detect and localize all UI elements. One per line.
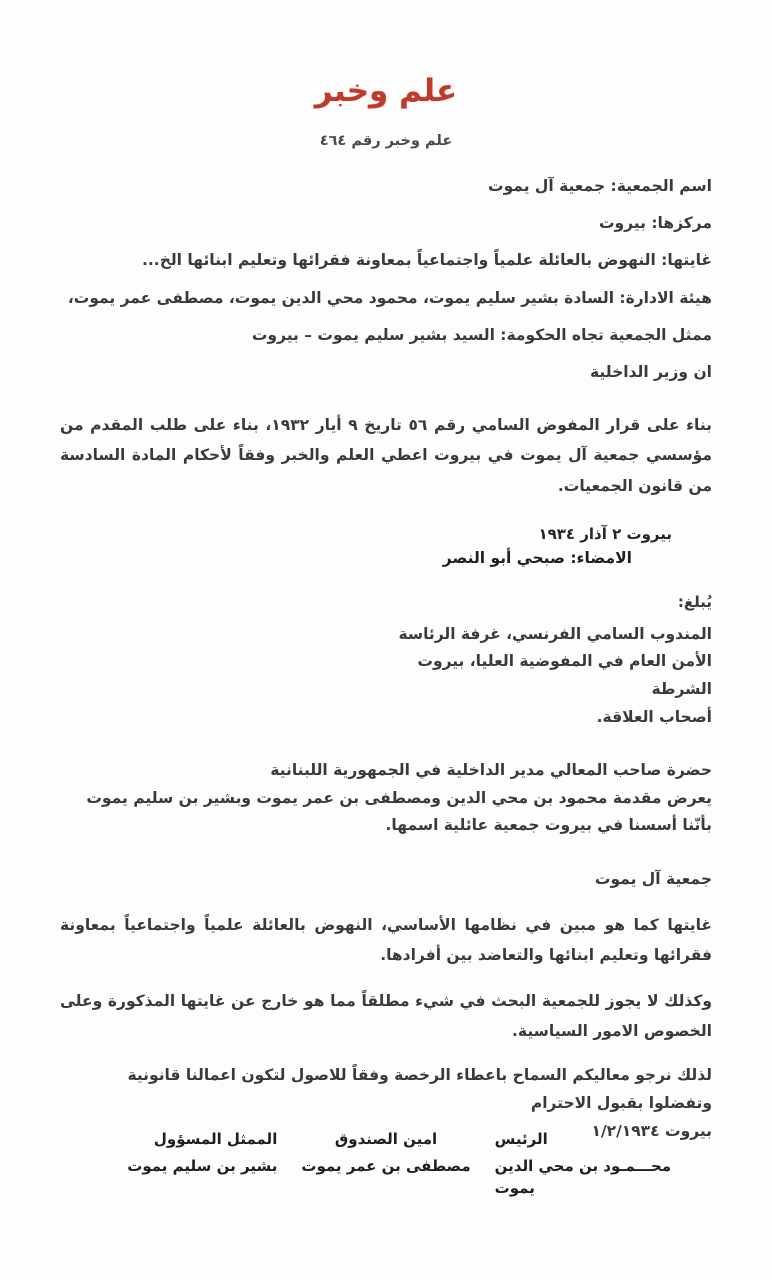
signatory-name: بشير بن سليم يموت [127,1156,278,1175]
petition-purpose-block [60,894,712,970]
notice-date: بيروت ٢ آذار ١٩٣٤ [538,524,672,543]
petition-request: لذلك نرجو معاليكم السماح باعطاء الرخصة وفقاً للاصول لتكون اعمالنا قانونية [127,1066,712,1085]
notice-body-paragraph: بناء على قرار المفوض السامي رقم ٥٦ تاريخ ٩ أيار ١٩٣٢، بناء على طلب المقدم من مؤسسي جمعية آل يموت في بيروت اعطي العلم والخبر وفقاً لأحكام المادة السادسة من قانون الجمعيات. [60,416,712,495]
signatory-role: الممثل المسؤول [153,1130,278,1148]
field-board-members: هيئة الادارة: السادة بشير سليم يموت، محمود محي الدين يموت، مصطفى عمر يموت، [67,288,712,307]
signatory-responsible-representative [60,1128,277,1177]
notify-item-concerned-parties: أصحاب العلاقة. [596,707,712,726]
signatory-name: مصطفى بن عمر يموت [301,1156,471,1175]
document-reference-number: علم وخبر رقم ٤٦٤ [319,132,453,149]
petition-restriction-block [60,970,712,1046]
notify-item-general-security: الأمن العام في المفوضية العليا، بيروت [417,652,712,671]
petition-closing: وتفضلوا بقبول الاحترام [530,1093,712,1112]
field-interior-minister: ان وزير الداخلية [590,363,712,381]
field-headquarters: مركزها: بيروت [598,214,712,232]
signatory-name: محـــمـود بن محي الدين يموت [494,1156,672,1197]
notice-body-block [60,384,712,501]
notice-signature-block [60,501,712,567]
signatory-treasurer [277,1128,494,1177]
petition-association-name: جمعية آل يموت [594,869,712,888]
page-title: علم وخبر [314,73,458,109]
petition-addressee-block [60,731,712,840]
field-association-name: اسم الجمعية: جمعية آل يموت [488,176,712,195]
petition-association-block [60,840,712,894]
petition-addressee: حضرة صاحب المعالي مدير الداخلية في الجمهورية اللبنانية [270,761,712,780]
notify-item-police: الشرطة [651,680,712,699]
notify-label: يُبلغ: [677,592,712,611]
signatories-row [60,1128,712,1200]
notify-list [60,611,712,731]
notify-item-high-commissioner: المندوب السامي الفرنسي، غرفة الرئاسة [398,624,712,643]
petition-intro: يعرض مقدمة محمود بن محي الدين ومصطفى بن عمر يموت وبشير بن سليم يموت بأنّنا أسسنا في بيروت جمعية عائلية اسمها. [86,788,712,835]
petition-restriction: وكذلك لا يجوز للجمعية البحث في شيء مطلقاً مما هو خارج عن غايتها المذكورة وعلى الخصوص الامور السياسية. [60,991,712,1041]
notice-signature: الامضاء: صبحي أبو النصر [442,548,632,567]
petition-purpose: غايتها كما هو مبين في نظامها الأساسي، النهوض بالعائلة علمياً واجتماعياً بمعاونة فقرائها وتعليم ابنائها والتعاضد بين أفرادها. [60,915,712,964]
signatory-role: امين الصندوق [334,1130,438,1148]
field-government-representative: ممثل الجمعية تجاه الحكومة: السيد بشير سليم يموت – بيروت [251,325,712,344]
field-purpose: غايتها: النهوض بالعائلة علمياً واجتماعياً بمعاونة فقرائها وتعليم ابنائها الخ... [142,251,712,270]
notice-fields [60,149,712,385]
signatory-role: الرئيس [494,1130,548,1148]
petition-place-date: بيروت ١/٢/١٩٣٤ [591,1121,712,1140]
signatory-president [495,1128,712,1200]
